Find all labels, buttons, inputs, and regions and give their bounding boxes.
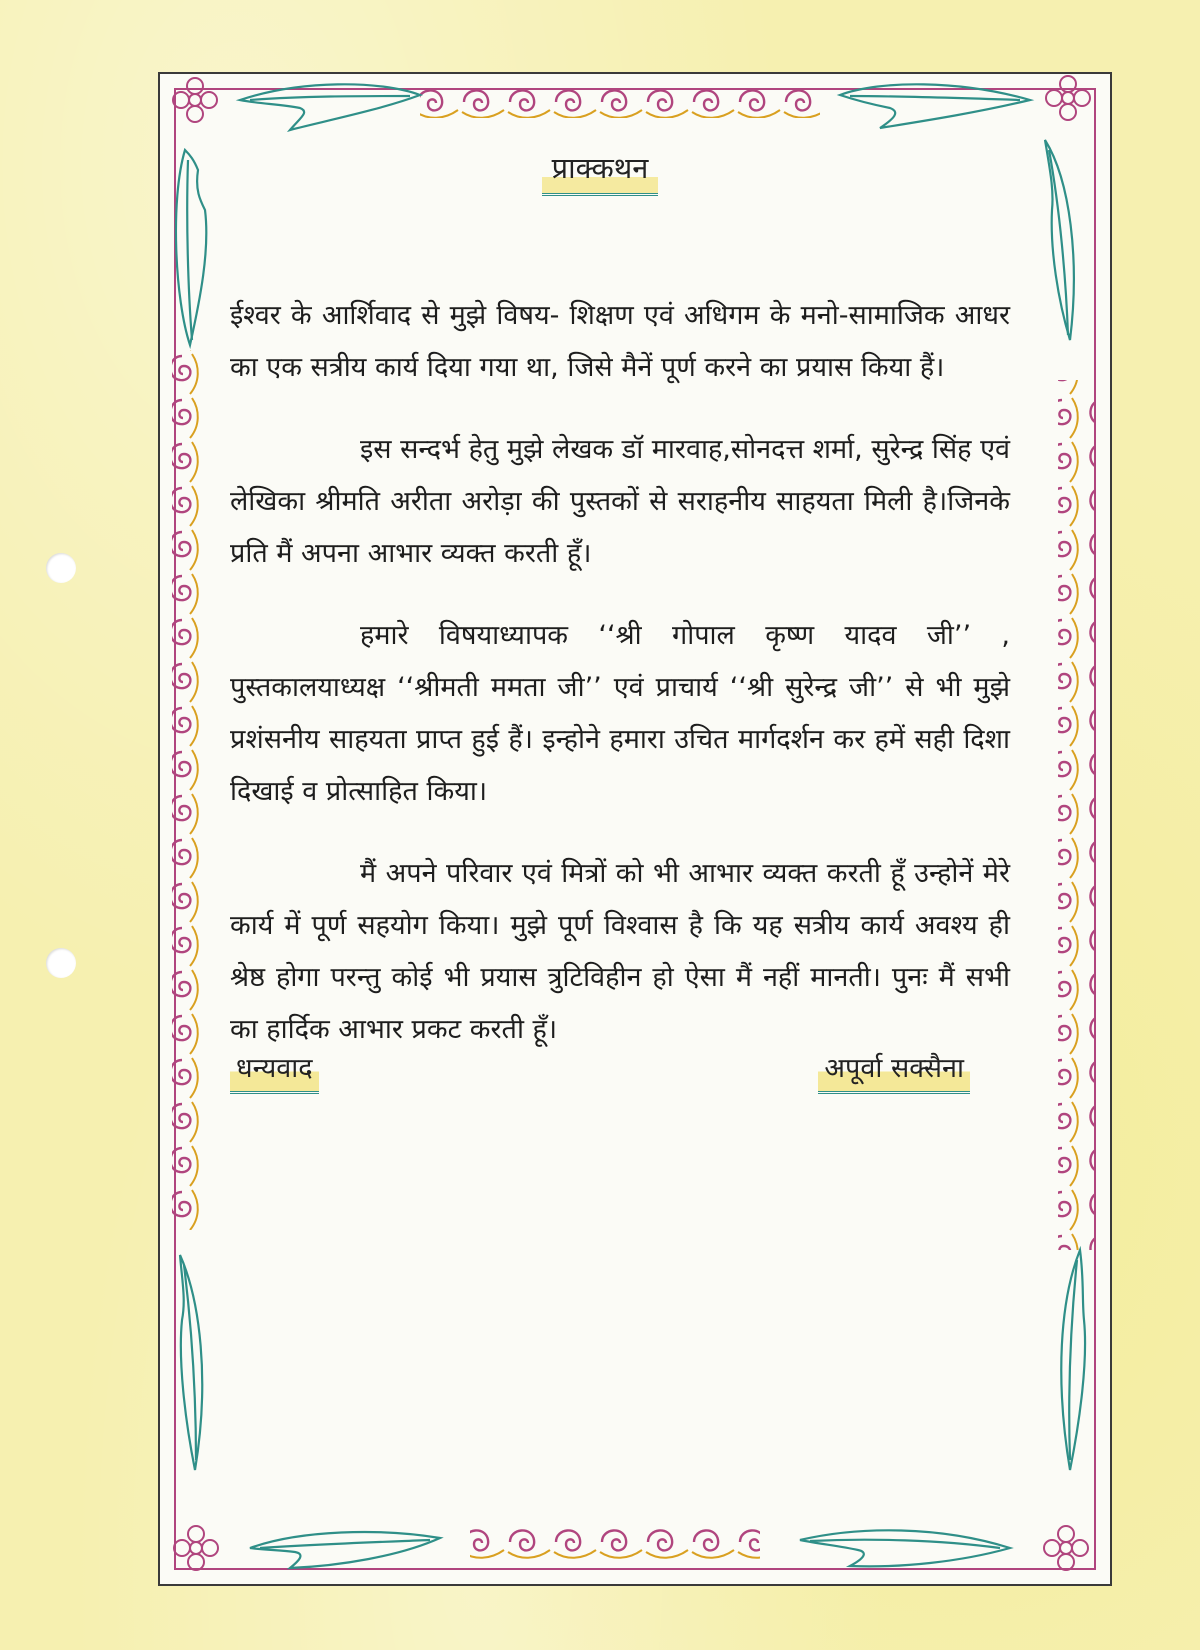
letter-body <box>230 290 1010 1086</box>
signature-row <box>230 1048 970 1098</box>
punch-hole-top <box>46 553 76 583</box>
page-title: प्राक्कथन <box>542 148 659 196</box>
heading-container <box>0 148 1200 196</box>
author-name: अपूर्वा सक्सैना <box>818 1048 970 1094</box>
paragraph-4: मैं अपने परिवार एवं मित्रों को भी आभार व्यक्त करती हूँ उन्होनें मेरे कार्य में पूर्ण सहयोग किया। मुझे पूर्ण विश्वास है कि यह सत्रीय कार्य अवश्य ही श्रेष्ठ होगा परन्तु कोई भी प्रयास त्रुटिविहीन हो ऐसा मैं नहीं मानती। पुनः मैं सभी का हार्दिक आभार प्रकट करती हूँ। <box>230 858 1010 1045</box>
paragraph-3: हमारे विषयाध्यापक ‘‘श्री गोपाल कृष्ण यादव जी’’ , पुस्तकालयाध्यक्ष ‘‘श्रीमती ममता जी’’ एवं प्राचार्य ‘‘श्री सुरेन्द्र जी’’ से भी मुझे प्रशंसनीय साहयता प्राप्त हुई हैं। इन्होने हमारा उचित मार्गदर्शन कर हमें सही दिशा दिखाई व प्रोत्साहित किया। <box>230 620 1010 807</box>
paragraph-2: इस सन्दर्भ हेतु मुझे लेखक डॉ मारवाह,सोनदत्त शर्मा, सुरेन्द्र सिंह एवं लेखिका श्रीमति अरीता अरोड़ा की पुस्तकों से सराहनीय साहयता मिली है।जिनके प्रति मैं अपना आभार व्यक्त करती हूँ। <box>230 434 1011 569</box>
paragraph-1: ईश्वर के आर्शिवाद से मुझे विषय- शिक्षण एवं अधिगम के मनो-सामाजिक आधर का एक सत्रीय कार्य दिया गया था, जिसे मैनें पूर्ण करने का प्रयास किया हैं। <box>230 300 1010 383</box>
punch-hole-bottom <box>46 948 76 978</box>
closing-text: धन्यवाद <box>230 1048 319 1094</box>
